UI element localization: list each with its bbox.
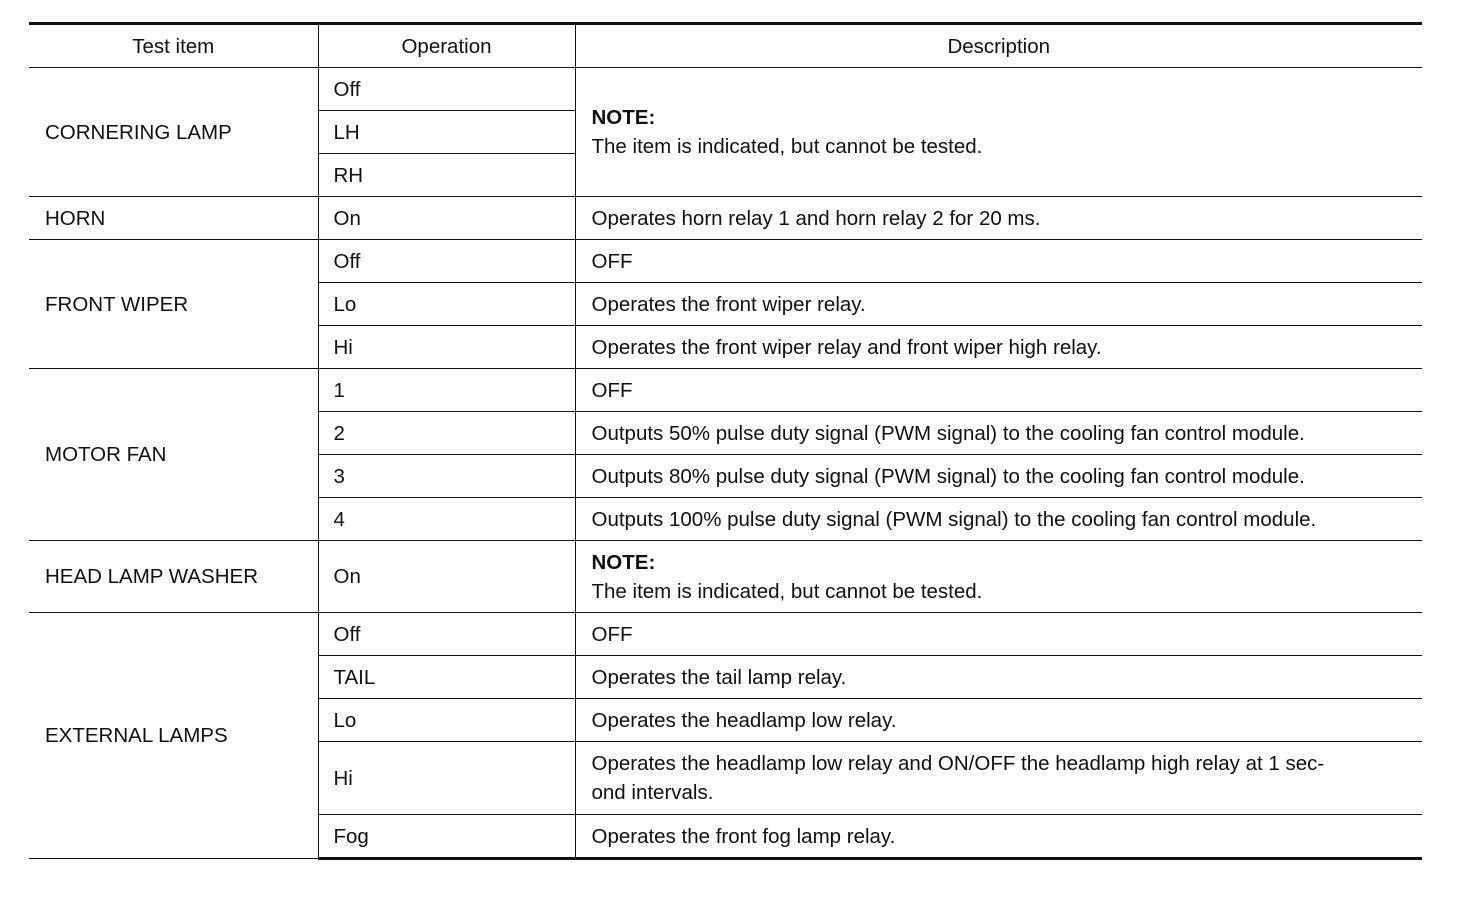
description-cell: Operates the front wiper relay. [575, 283, 1422, 326]
operation-cell: Hi [318, 326, 575, 369]
note-title: NOTE: [591, 106, 656, 129]
description-cell: Operates the tail lamp relay. [575, 656, 1422, 699]
operation-cell: Off [318, 68, 575, 111]
table-row [29, 240, 1422, 283]
description-cell: OFF [575, 240, 1422, 283]
description-cell: Operates the front fog lamp relay. [575, 815, 1422, 859]
description-line: Operates the headlamp low relay and ON/OFF the headlamp high relay at 1 sec- [591, 752, 1325, 775]
operation-cell: 1 [318, 369, 575, 412]
description-cell: Outputs 50% pulse duty signal (PWM signal) to the cooling fan control module. [575, 412, 1422, 455]
test-item-cell: CORNERING LAMP [29, 68, 318, 197]
operation-cell: 3 [318, 455, 575, 498]
operation-cell: Hi [318, 742, 575, 815]
description-cell: OFF [575, 613, 1422, 656]
table-row [29, 68, 1422, 111]
table-row [29, 613, 1422, 656]
description-line: ond intervals. [591, 781, 714, 804]
note-text: The item is indicated, but cannot be tested. [591, 135, 983, 158]
note-text: The item is indicated, but cannot be tested. [591, 579, 983, 603]
operation-cell: Off [318, 240, 575, 283]
operation-cell: Lo [318, 699, 575, 742]
header-description: Description [575, 24, 1422, 68]
operation-cell: On [318, 197, 575, 240]
test-item-table [29, 22, 1422, 860]
table-row [29, 197, 1422, 240]
test-item-cell: FRONT WIPER [29, 240, 318, 369]
operation-cell: TAIL [318, 656, 575, 699]
operation-cell: LH [318, 111, 575, 154]
header-test-item: Test item [29, 24, 318, 68]
operation-cell: 2 [318, 412, 575, 455]
note-title: NOTE: [591, 550, 656, 574]
test-item-cell: HORN [29, 197, 318, 240]
operation-cell: On [318, 541, 575, 613]
operation-cell: 4 [318, 498, 575, 541]
header-row [29, 24, 1422, 68]
description-cell: Operates the headlamp low relay. [575, 699, 1422, 742]
operation-cell: Lo [318, 283, 575, 326]
operation-cell: Fog [318, 815, 575, 859]
operation-cell: RH [318, 154, 575, 197]
test-item-cell: HEAD LAMP WASHER [29, 541, 318, 613]
description-cell: Operates the front wiper relay and front wiper high relay. [575, 326, 1422, 369]
description-cell: Outputs 100% pulse duty signal (PWM signal) to the cooling fan control module. [575, 498, 1422, 541]
description-cell: Operates horn relay 1 and horn relay 2 for 20 ms. [575, 197, 1422, 240]
test-item-cell: MOTOR FAN [29, 369, 318, 541]
header-operation: Operation [318, 24, 575, 68]
description-note-cell [575, 541, 1422, 613]
description-cell: Outputs 80% pulse duty signal (PWM signal) to the cooling fan control module. [575, 455, 1422, 498]
description-cell [575, 742, 1422, 815]
description-cell: OFF [575, 369, 1422, 412]
table-row [29, 541, 1422, 613]
operation-cell: Off [318, 613, 575, 656]
description-note-cell [575, 68, 1422, 197]
table-row [29, 369, 1422, 412]
test-item-cell: EXTERNAL LAMPS [29, 613, 318, 859]
